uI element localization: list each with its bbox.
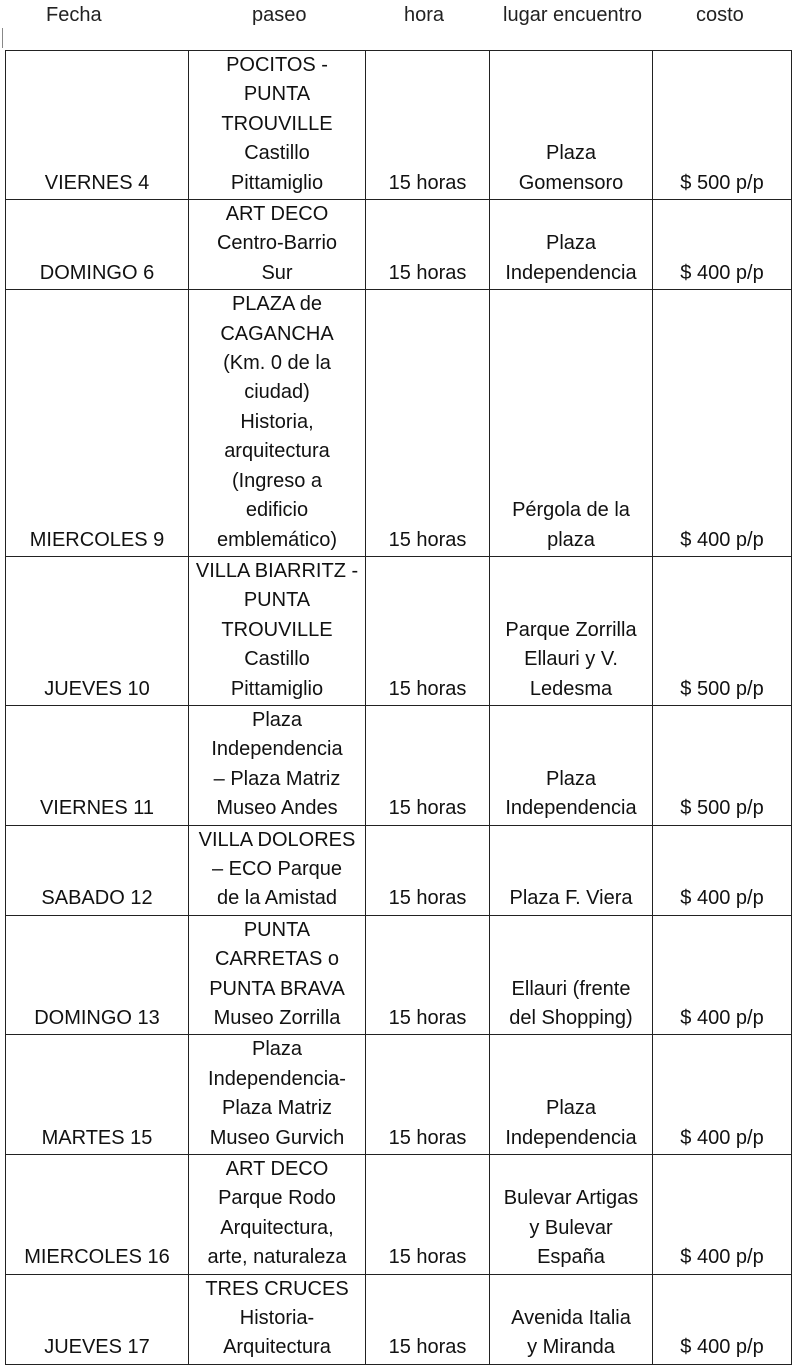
cell-hora: 15 horas — [366, 200, 490, 290]
table-row — [6, 556, 792, 705]
cell-costo: $ 400 p/p — [653, 1155, 792, 1275]
cell-costo: $ 500 p/p — [653, 51, 792, 200]
cell-hora: 15 horas — [366, 290, 490, 557]
cell-hora: 15 horas — [366, 825, 490, 915]
cell-fecha: JUEVES 17 — [6, 1274, 189, 1364]
table-row — [6, 51, 792, 200]
cell-hora: 15 horas — [366, 705, 490, 825]
table-row — [6, 915, 792, 1035]
table-row — [6, 1035, 792, 1155]
table-row — [6, 825, 792, 915]
cell-fecha: DOMINGO 13 — [6, 915, 189, 1035]
table-row — [6, 705, 792, 825]
table-row — [6, 200, 792, 290]
cell-fecha: VIERNES 4 — [6, 51, 189, 200]
cell-costo: $ 400 p/p — [653, 825, 792, 915]
header-hora: hora — [404, 4, 445, 26]
table-row — [6, 1155, 792, 1275]
cell-lugar: Plaza Gomensoro — [490, 51, 653, 200]
header-lugar-encuentro: lugar encuentro — [503, 4, 642, 26]
cell-hora: 15 horas — [366, 556, 490, 705]
cell-paseo: PUNTA CARRETAS o PUNTA BRAVA Museo Zorrilla — [189, 915, 366, 1035]
cell-fecha: MIERCOLES 9 — [6, 290, 189, 557]
cell-hora: 15 horas — [366, 1155, 490, 1275]
cell-paseo: VILLA BIARRITZ - PUNTA TROUVILLE Castillo Pittamiglio — [189, 556, 366, 705]
cell-paseo: POCITOS - PUNTA TROUVILLE Castillo Pittamiglio — [189, 51, 366, 200]
cell-hora: 15 horas — [366, 1035, 490, 1155]
header-paseo: paseo — [252, 4, 307, 26]
table-row — [6, 1274, 792, 1364]
cell-paseo: ART DECO Parque Rodo Arquitectura, arte, naturaleza — [189, 1155, 366, 1275]
header-costo: costo — [696, 4, 744, 26]
cell-hora: 15 horas — [366, 915, 490, 1035]
cell-lugar: Plaza Independencia — [490, 705, 653, 825]
cell-lugar: Plaza F. Viera — [490, 825, 653, 915]
cell-lugar: Plaza Independencia — [490, 1035, 653, 1155]
cell-fecha: MIERCOLES 16 — [6, 1155, 189, 1275]
schedule-table — [5, 50, 792, 1365]
cell-lugar: Pérgola de la plaza — [490, 290, 653, 557]
cell-fecha: MARTES 15 — [6, 1035, 189, 1155]
cell-lugar: Parque Zorrilla Ellauri y V. Ledesma — [490, 556, 653, 705]
cell-lugar: Plaza Independencia — [490, 200, 653, 290]
header-fecha: Fecha — [46, 4, 102, 26]
cell-costo: $ 500 p/p — [653, 556, 792, 705]
cell-paseo: Plaza Independencia – Plaza Matriz Museo Andes — [189, 705, 366, 825]
cell-lugar: Bulevar Artigas y Bulevar España — [490, 1155, 653, 1275]
cell-paseo: ART DECO Centro-Barrio Sur — [189, 200, 366, 290]
cell-costo: $ 400 p/p — [653, 200, 792, 290]
cell-paseo: Plaza Independencia- Plaza Matriz Museo Gurvich — [189, 1035, 366, 1155]
cell-fecha: JUEVES 10 — [6, 556, 189, 705]
cell-paseo: TRES CRUCES Historia- Arquitectura — [189, 1274, 366, 1364]
cell-hora: 15 horas — [366, 1274, 490, 1364]
cell-costo: $ 400 p/p — [653, 290, 792, 557]
table-row — [6, 290, 792, 557]
cell-paseo: PLAZA de CAGANCHA (Km. 0 de la ciudad) Historia, arquitectura (Ingreso a edificio emblemático) — [189, 290, 366, 557]
cell-lugar: Avenida Italia y Miranda — [490, 1274, 653, 1364]
cell-fecha: DOMINGO 6 — [6, 200, 189, 290]
cell-costo: $ 400 p/p — [653, 915, 792, 1035]
cell-hora: 15 horas — [366, 51, 490, 200]
cell-fecha: VIERNES 11 — [6, 705, 189, 825]
cell-fecha: SABADO 12 — [6, 825, 189, 915]
cell-costo: $ 400 p/p — [653, 1035, 792, 1155]
cell-lugar: Ellauri (frente del Shopping) — [490, 915, 653, 1035]
text-cursor-mark — [2, 28, 3, 48]
cell-costo: $ 400 p/p — [653, 1274, 792, 1364]
cell-paseo: VILLA DOLORES – ECO Parque de la Amistad — [189, 825, 366, 915]
cell-costo: $ 500 p/p — [653, 705, 792, 825]
